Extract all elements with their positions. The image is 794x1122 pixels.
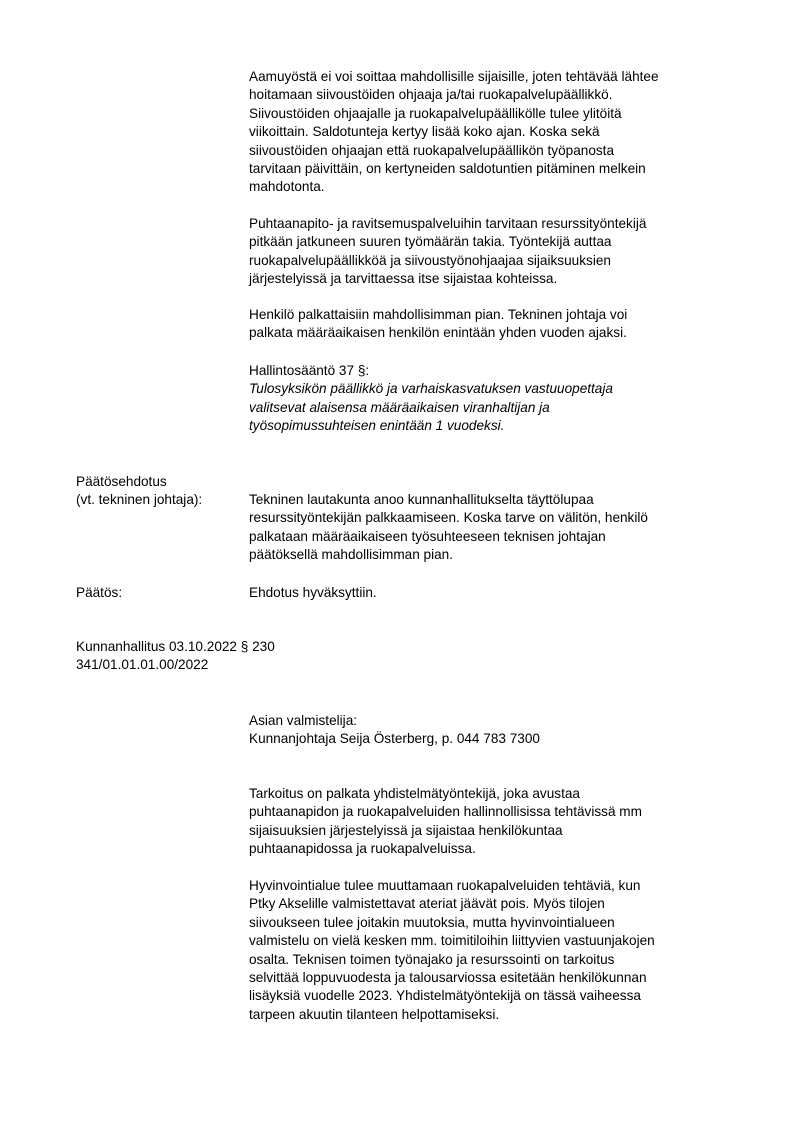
proposal-line: palkataan määräaikaiseen työsuhteeseen teknisen johtajan <box>249 528 606 544</box>
wellbeing-line: Ptky Akselille valmistettavat ateriat jäävät pois. Myös tilojen <box>249 896 605 912</box>
decision-label-text: Päätös: <box>76 585 123 600</box>
proposal-line: päätöksellä mahdollisimman pian. <box>249 547 454 563</box>
decision-value: Ehdotus hyväksyttiin. <box>249 585 377 600</box>
purpose-paragraph <box>249 785 749 859</box>
preparer-section <box>249 712 749 749</box>
proposal-label-author: (vt. tekninen johtaja): <box>76 492 203 508</box>
hire-line: palkata määräaikaisen henkilön enintään yhden vuoden ajaksi. <box>249 325 627 341</box>
hire-paragraph <box>249 306 749 343</box>
regulation-line: Tulosyksikön päällikkö ja varhaiskasvatuksen vastuuopettaja <box>249 381 613 397</box>
regulation-line: työsopimussuhteisen enintään 1 vuodeksi. <box>249 418 505 434</box>
hire-line: Henkilö palkattaisiin mahdollisimman pian. Tekninen johtaja voi <box>249 307 628 322</box>
proposal-text <box>249 491 749 565</box>
regulation-line: valitsevat alaisensa määräaikaisen viranhaltijan ja <box>249 399 550 415</box>
intro-line: mahdotonta. <box>249 179 325 195</box>
resource-line: järjestelyissä ja tarvittaessa itse sijaistaa kohteissa. <box>249 271 558 287</box>
wellbeing-paragraph <box>249 877 749 1024</box>
resource-line: ruokapalvelupäällikköä ja siivoustyönohjaajaa sijaiksuuksien <box>249 252 611 268</box>
proposal-line: Tekninen lautakunta anoo kunnanhallitukselta täyttölupaa <box>249 492 594 507</box>
intro-line: viikoittain. Saldotunteja kertyy lisää koko ajan. Koska sekä <box>249 124 600 140</box>
wellbeing-line: siivoukseen tulee joitakin muutoksia, mutta hyvinvointialueen <box>249 914 615 930</box>
regulation-section <box>249 362 749 436</box>
decision-text <box>249 584 749 602</box>
decision-label <box>76 584 246 602</box>
council-record-number: 341/01.01.01.00/2022 <box>76 657 209 673</box>
purpose-line: sijaisuuksien järjestelyissä ja sijaistaa henkilökuntaa <box>249 822 563 838</box>
wellbeing-line: selvittää loppuvuodesta ja talousarviossa esitetään henkilökunnan <box>249 970 647 986</box>
wellbeing-line: valmistelu on vielä kesken mm. toimitiloihin liittyvien vastuunjakojen <box>249 933 655 949</box>
preparer-name: Kunnanjohtaja Seija Österberg, p. 044 783 7300 <box>249 731 540 747</box>
resource-line: pitkään jatkuneen suuren työmäärän takia. Työntekijä auttaa <box>249 234 612 250</box>
proposal-line: resurssityöntekijän palkkaamiseen. Koska tarve on välitön, henkilö <box>249 510 648 526</box>
intro-line: siivoustöiden ohjaajan että ruokapalvelupäällikön työpanosta <box>249 142 615 158</box>
intro-paragraph <box>249 68 749 197</box>
purpose-line: puhtaanapidossa ja ruokapalveluissa. <box>249 841 476 857</box>
wellbeing-line: lisäyksiä vuodelle 2023. Yhdistelmätyöntekijä on tässä vaiheessa <box>249 988 641 1004</box>
intro-line: Siivoustöiden ohjaajalle ja ruokapalvelupäällikölle tulee ylitöitä <box>249 105 622 121</box>
intro-line: Aamuyöstä ei voi soittaa mahdollisille sijaisille, joten tehtävää lähtee <box>249 69 659 84</box>
resource-paragraph <box>249 215 749 289</box>
regulation-heading: Hallintosääntö 37 §: <box>249 363 370 378</box>
intro-line: tarvitaan päivittäin, on kertyneiden saldotuntien pitäminen melkein <box>249 161 646 177</box>
intro-line: hoitamaan siivoustöiden ohjaaja ja/tai ruokapalvelupäällikkö. <box>249 87 613 103</box>
proposal-label <box>76 473 246 510</box>
purpose-line: puhtaanapidon ja ruokapalveluiden hallinnollisissa tehtävissä mm <box>249 804 642 820</box>
wellbeing-line: osalta. Teknisen toimen työnajako ja resurssointi on tarkoitus <box>249 951 615 967</box>
wellbeing-line: tarpeen akuutin tilanteen helpottamiseksi. <box>249 1006 500 1022</box>
purpose-line: Tarkoitus on palkata yhdistelmätyöntekijä, joka avustaa <box>249 786 580 801</box>
preparer-heading: Asian valmistelija: <box>249 713 358 728</box>
council-meeting: Kunnanhallitus 03.10.2022 § 230 <box>76 639 275 654</box>
wellbeing-line: Hyvinvointialue tulee muuttamaan ruokapalveluiden tehtäviä, kun <box>249 878 641 893</box>
proposal-label-title: Päätösehdotus <box>76 474 167 489</box>
resource-line: Puhtaanapito- ja ravitsemuspalveluihin tarvitaan resurssityöntekijä <box>249 216 647 231</box>
council-reference <box>76 638 376 675</box>
